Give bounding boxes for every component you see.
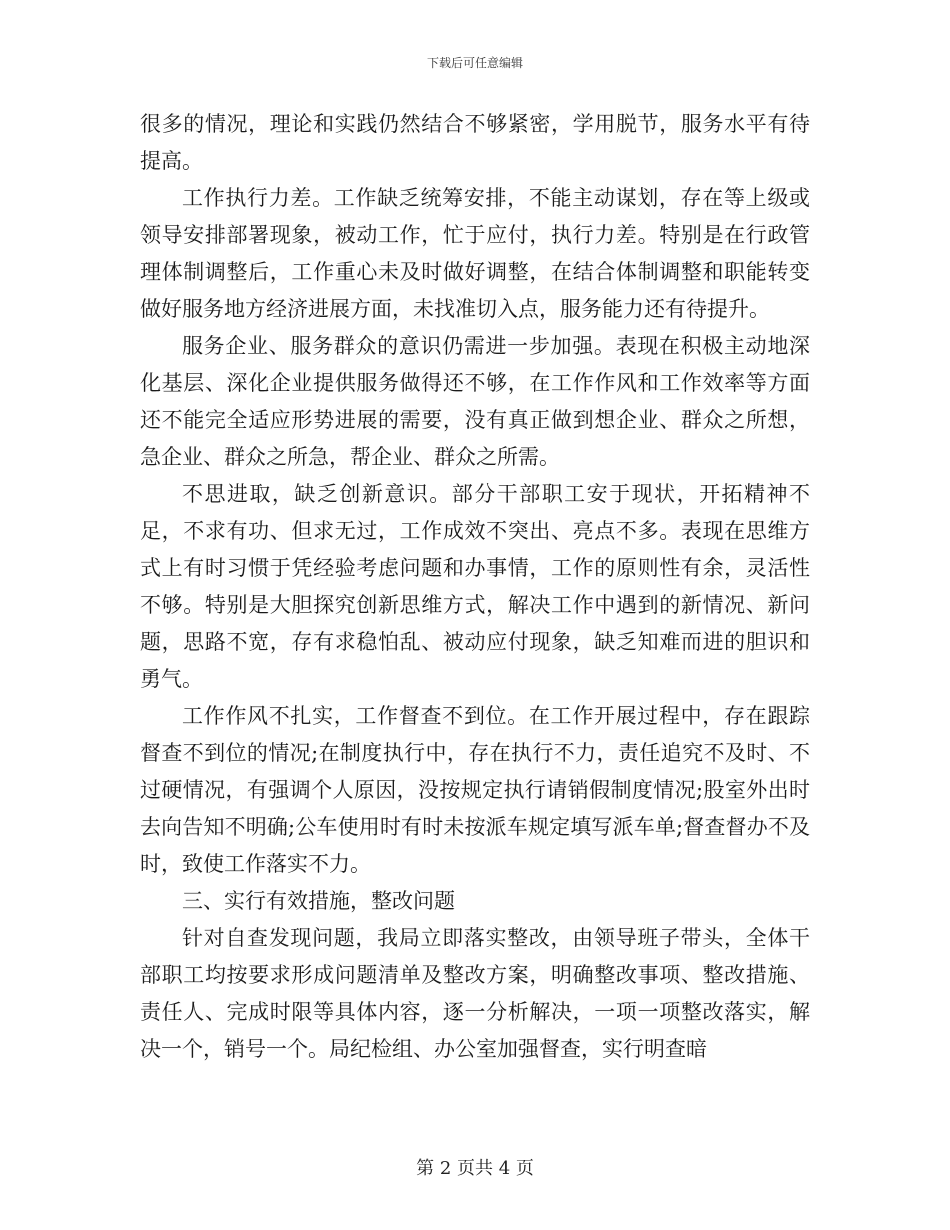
paragraph-5: 工作作风不扎实，工作督查不到位。在工作开展过程中，存在跟踪督查不到位的情况;在制度执行中，存在执行不力，责任追究不及时、不过硬情况，有强调个人原因，没按规定执行请销假制度情况;股室外出时去向告知不明确;公车使用时有时未按派车规定填写派车单;督查督办不及时，致使工作落实不力。: [140, 704, 810, 876]
page-header: 下载后可任意编辑: [426, 56, 523, 70]
paragraph-4: 不思进取，缺乏创新意识。部分干部职工安于现状，开拓精神不足，不求有功、但求无过，工作成效不突出、亮点不多。表现在思维方式上有时习惯于凭经验考虑问题和办事情，工作的原则性有余，灵活性不够。特别是大胆探究创新思维方式，解决工作中遇到的新情况、新问题，思路不宽，存有求稳怕乱、被动应付现象，缺乏知难而进的胆识和勇气。: [140, 482, 810, 691]
paragraph-1: 很多的情况，理论和实践仍然结合不够紧密，学用脱节，服务水平有待提高。: [140, 112, 810, 173]
section-heading: 三、实行有效措施，整改问题: [182, 889, 455, 913]
paragraph-3: 服务企业、服务群众的意识仍需进一步加强。表现在积极主动地深化基层、深化企业提供服务做得还不够，在工作作风和工作效率等方面还不能完全适应形势进展的需要，没有真正做到想企业、群众之所想，急企业、群众之所急，帮企业、群众之所需。: [140, 334, 810, 469]
document-body: [140, 106, 810, 1068]
paragraph-6: 针对自查发现问题，我局立即落实整改，由领导班子带头，全体干部职工均按要求形成问题清单及整改方案，明确整改事项、整改措施、责任人、完成时限等具体内容，逐一分析解决，一项一项整改落实，解决一个，销号一个。局纪检组、办公室加强督查，实行明查暗: [140, 926, 810, 1061]
paragraph-2: 工作执行力差。工作缺乏统筹安排，不能主动谋划，存在等上级或领导安排部署现象，被动工作，忙于应付，执行力差。特别是在行政管理体制调整后，工作重心未及时做好调整，在结合体制调整和职能转变做好服务地方经济进展方面，未找准切入点，服务能力还有待提升。: [140, 186, 810, 321]
page-number-footer: 第 2 页共 4 页: [416, 1158, 534, 1179]
